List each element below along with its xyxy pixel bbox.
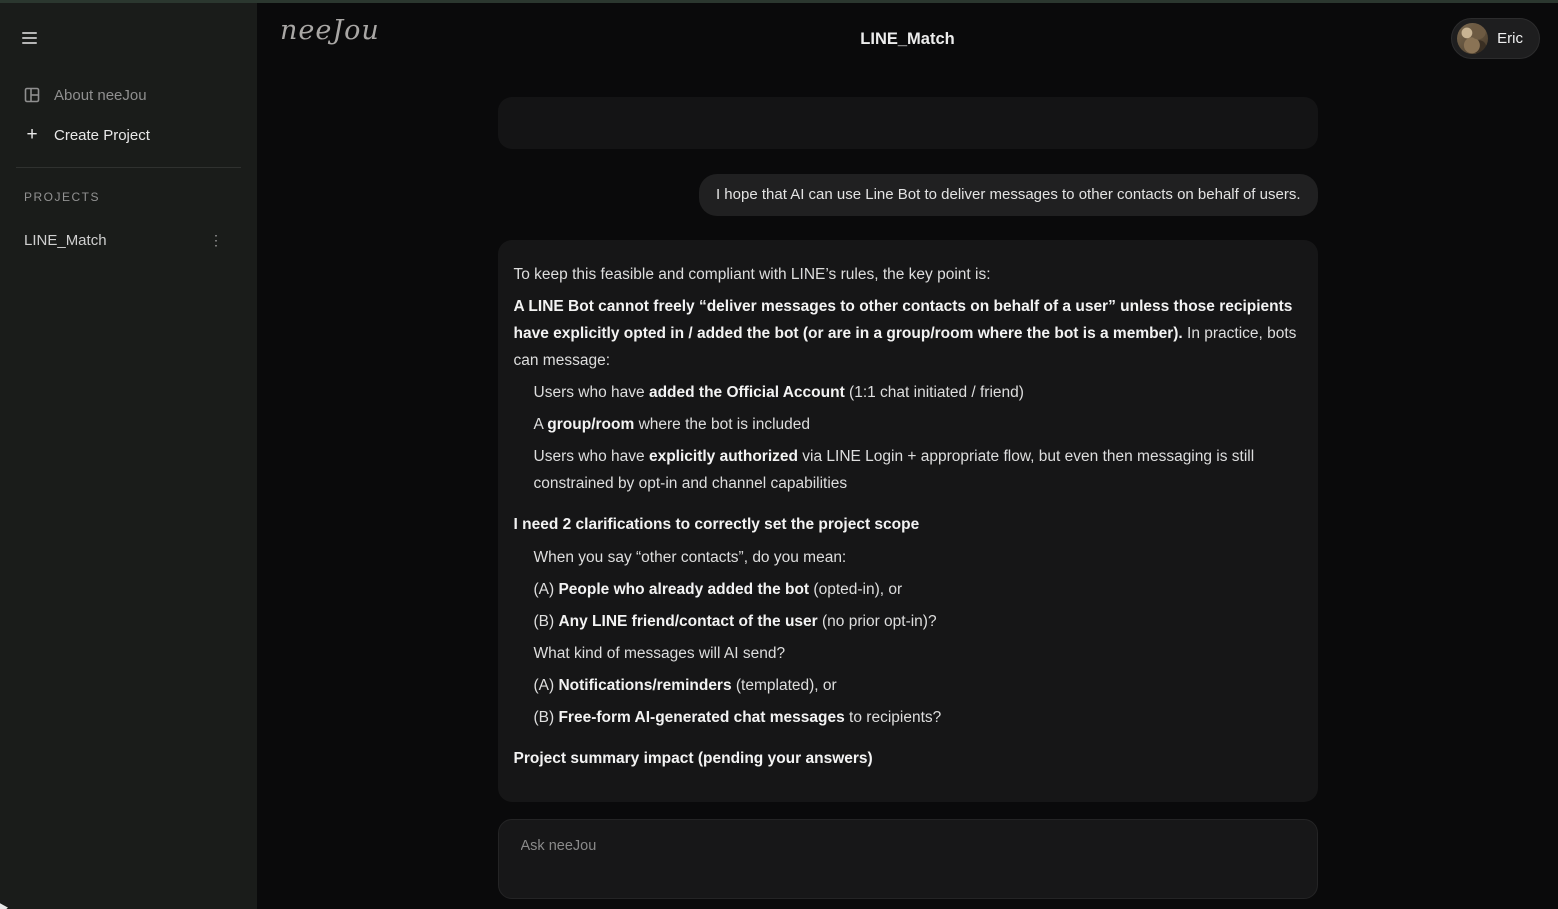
message-block: (B) Free-form AI-generated chat messages to recipients? — [533, 709, 942, 726]
grid-window-icon — [24, 87, 40, 103]
message-block: (B) Any LINE friend/contact of the user (no prior opt-in)? — [533, 613, 937, 630]
message-block: (A) Notifications/reminders (templated), or — [533, 677, 837, 694]
sidebar-divider — [16, 167, 241, 168]
message-block: Project summary impact (pending your answers) — [513, 750, 873, 767]
project-name: LINE_Match — [24, 231, 107, 249]
message-block: To keep this feasible and compliant with LINE’s rules, the key point is: — [513, 266, 991, 283]
plus-icon: + — [26, 124, 38, 145]
message-block: A LINE Bot cannot freely “deliver messages to other contacts on behalf of a user” unless those recipients have explicitly opted in / added the bot (or are in a group/room where the bot is a member). In practice, bots can message: — [513, 298, 1297, 369]
previous-message-card — [498, 97, 1318, 149]
message-block: What kind of messages will AI send? — [533, 645, 786, 662]
app-header — [257, 3, 1558, 75]
message-block: Users who have explicitly authorized via LINE Login + appropriate flow, but even then messaging is still constrained by opt-in and channel capabilities — [533, 448, 1255, 492]
hamburger-menu-icon[interactable] — [14, 23, 52, 53]
chat-input[interactable] — [521, 838, 1295, 880]
message-block: When you say “other contacts”, do you mean: — [533, 549, 847, 566]
user-account-button[interactable] — [1451, 18, 1540, 59]
sidebar-item-label: Create Project — [54, 126, 150, 144]
app-logo[interactable]: neeJou — [280, 15, 380, 46]
sidebar — [0, 3, 257, 909]
sidebar-nav — [0, 75, 257, 155]
message-block: I need 2 clarifications to correctly set the project scope — [513, 516, 920, 533]
sidebar-item-project-line-match[interactable] — [0, 222, 257, 258]
chat-column — [498, 97, 1318, 899]
user-message-row — [498, 174, 1318, 216]
user-name: Eric — [1497, 30, 1523, 47]
composer — [498, 819, 1318, 899]
projects-section-label: PROJECTS — [24, 190, 101, 204]
assistant-message-blocks — [514, 261, 1302, 772]
chat-scroll-area[interactable] — [257, 75, 1558, 909]
user-avatar — [1457, 23, 1488, 54]
user-message-bubble: I hope that AI can use Line Bot to deliver messages to other contacts on behalf of users. — [699, 174, 1318, 216]
main-area — [257, 3, 1558, 909]
page-title: LINE_Match — [860, 29, 955, 48]
kebab-menu-icon[interactable]: ⋮ — [205, 231, 227, 249]
assistant-message-card — [498, 240, 1318, 802]
message-block: Users who have added the Official Account (1:1 chat initiated / friend) — [533, 384, 1024, 401]
message-block: (A) People who already added the bot (opted-in), or — [533, 581, 903, 598]
sidebar-item-create-project[interactable] — [0, 115, 257, 155]
message-block: A group/room where the bot is included — [533, 416, 811, 433]
sidebar-item-label: About neeJou — [54, 86, 147, 104]
sidebar-item-about[interactable] — [0, 75, 257, 115]
